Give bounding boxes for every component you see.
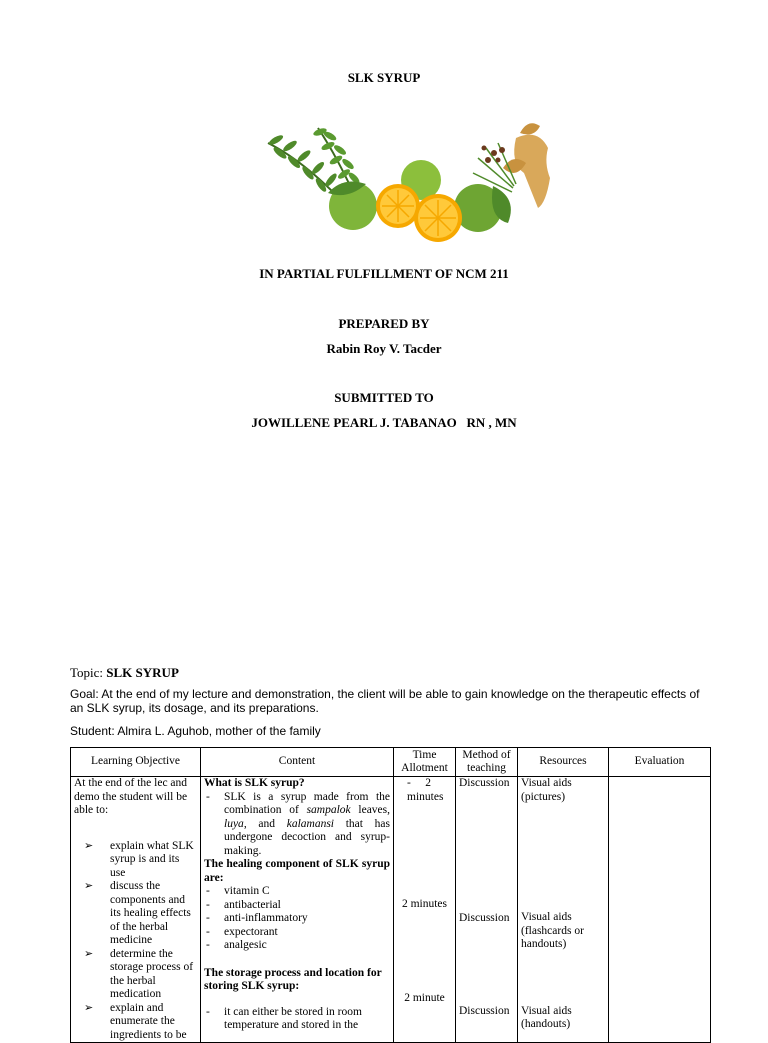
- objective-item: ➢ explain what SLK syrup is and its use: [84, 840, 197, 881]
- header-time-allotment: Time Allotment: [394, 748, 456, 777]
- submitted-to-name: JOWILLENE PEARL J. TABANAO RN , MN: [251, 415, 517, 430]
- objective-cell: [71, 777, 201, 1043]
- header-content: Content: [201, 748, 394, 777]
- content-q2: The healing component of SLK syrup are:: [204, 858, 390, 884]
- topic-value: SLK SYRUP: [106, 665, 179, 680]
- resources-cell: [518, 777, 609, 1043]
- resource-value: Visual aids (pictures): [521, 777, 572, 803]
- objective-intro: At the end of the lec and demo the student will be able to:: [74, 777, 188, 816]
- method-cell: [456, 777, 518, 1043]
- content-q3: The storage process and location for storing SLK syrup:: [204, 966, 382, 992]
- objective-item: ➢ determine the storage process of the herbal medication: [84, 948, 197, 1002]
- objective-item: ➢ explain and enumerate the ingredients to be: [84, 1002, 197, 1043]
- list-item: - analgesic: [204, 939, 390, 953]
- component-list: [204, 885, 390, 953]
- list-item: - anti-inflammatory: [204, 912, 390, 926]
- objective-item: ➢ discuss the components and its healing effects of the herbal medicine: [84, 880, 197, 948]
- goal-text: Goal: At the end of my lecture and demonstration, the client will be able to gain knowledge on the therapeutic effects of an SLK syrup, its dosage, and its preparations.: [70, 687, 700, 715]
- table-row: [71, 777, 711, 1043]
- header-resources: Resources: [518, 748, 609, 777]
- teaching-plan-table: [70, 747, 711, 1043]
- time-value: 2 minutes: [401, 898, 448, 910]
- objective-list: [74, 840, 197, 1043]
- document-title: SLK SYRUP: [347, 70, 421, 85]
- time-cell: [394, 777, 456, 1043]
- submitted-to-label: SUBMITTED TO: [334, 390, 434, 405]
- evaluation-cell: [609, 777, 711, 1043]
- content-q1: What is SLK syrup?: [204, 777, 305, 789]
- slk-ingredients-illustration: [258, 118, 558, 250]
- content-cell: [201, 777, 394, 1043]
- header-evaluation: Evaluation: [609, 748, 711, 777]
- time-value: - 2 minutes: [407, 777, 444, 803]
- prepared-by-name: Rabin Roy V. Tacder: [326, 341, 442, 356]
- topic-label: Topic:: [70, 665, 104, 680]
- header-method: Method of teaching: [456, 748, 518, 777]
- fulfillment-line: IN PARTIAL FULFILLMENT OF NCM 211: [259, 266, 509, 281]
- prepared-by-label: PREPARED BY: [338, 316, 430, 331]
- time-value: 2 minute: [404, 991, 445, 1004]
- list-item: - antibacterial: [204, 899, 390, 913]
- list-item: - vitamin C: [204, 885, 390, 899]
- list-item: - expectorant: [204, 926, 390, 940]
- method-value: Discussion: [459, 1005, 510, 1017]
- calamansi-icon: [328, 160, 511, 242]
- table-header-row: [71, 748, 711, 777]
- resource-value: Visual aids (handouts): [521, 1004, 572, 1030]
- topic-line: [70, 665, 179, 681]
- resource-value: Visual aids (flashcards or handouts): [521, 911, 584, 950]
- header-learning-objective: Learning Objective: [71, 748, 201, 777]
- method-value: Discussion: [459, 777, 510, 789]
- method-value: Discussion: [459, 911, 510, 924]
- student-line: Student: Almira L. Aguhob, mother of the family: [70, 724, 321, 738]
- content-slk-definition: - SLK is a syrup made from the combination of sampalok leaves, luya, and kalamansi that has undergone decoction and syrup-making.: [204, 791, 390, 859]
- list-item: - it can either be stored in room temperature and stored in the: [204, 1006, 390, 1033]
